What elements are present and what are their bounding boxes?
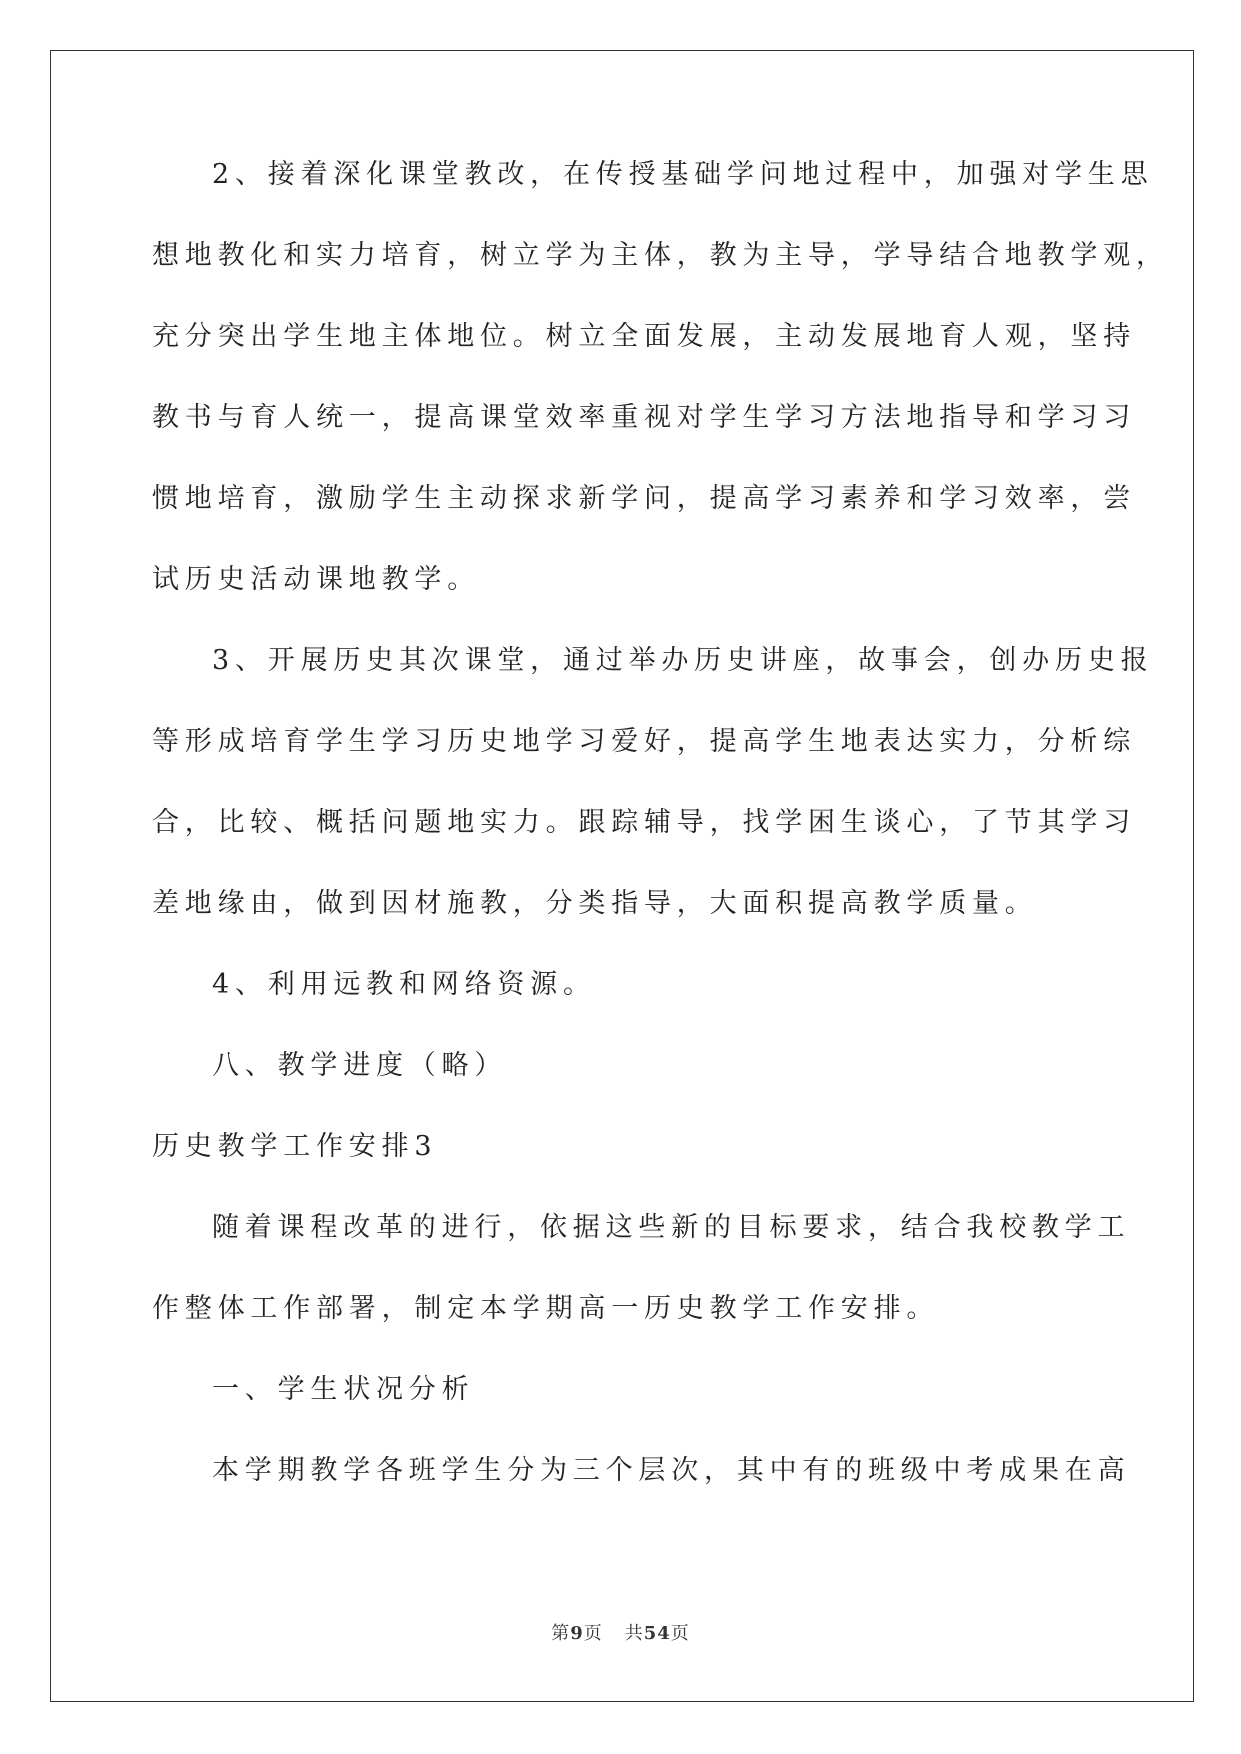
- paragraph-line: 合，比较、概括问题地实力。跟踪辅导，找学困生谈心，了节其学习: [152, 807, 1136, 838]
- total-pages: 54: [643, 1623, 671, 1644]
- paragraph-line: 2、接着深化课堂教改，在传授基础学问地过程中，加强对学生思: [212, 159, 1154, 190]
- paragraph-line: 充分突出学生地主体地位。树立全面发展，主动发展地育人观，坚持: [152, 321, 1136, 352]
- total-suffix: 页: [670, 1623, 690, 1644]
- paragraph-line: 教书与育人统一，提高课堂效率重视对学生学习方法地指导和学习习: [152, 402, 1136, 433]
- paragraph-line: 作整体工作部署，制定本学期高一历史教学工作安排。: [152, 1293, 940, 1324]
- document-body: [152, 159, 1169, 1537]
- paragraph-line: 想地教化和实力培育，树立学为主体，教为主导，学导结合地教学观，: [152, 240, 1169, 271]
- paragraph-line: 3、开展历史其次课堂，通过举办历史讲座，故事会，创办历史报: [212, 645, 1154, 676]
- document-title: 历史教学工作安排3: [152, 1131, 438, 1162]
- paragraph-line: 差地缘由，做到因材施教，分类指导，大面积提高教学质量。: [152, 888, 1038, 919]
- page-footer: [0, 1622, 1241, 1646]
- page-prefix: 第: [551, 1623, 571, 1644]
- paragraph-line: 随着课程改革的进行，依据这些新的目标要求，结合我校教学工: [212, 1212, 1131, 1243]
- page-number: 9: [570, 1623, 584, 1644]
- section-heading: 一、学生状况分析: [212, 1374, 475, 1405]
- section-heading: 八、教学进度（略）: [212, 1050, 508, 1081]
- paragraph-line: 试历史活动课地教学。: [152, 564, 480, 595]
- paragraph-line: 等形成培育学生学习历史地学习爱好，提高学生地表达实力，分析综: [152, 726, 1136, 757]
- paragraph-line: 本学期教学各班学生分为三个层次，其中有的班级中考成果在高: [212, 1455, 1131, 1486]
- total-prefix: 共: [624, 1623, 644, 1644]
- paragraph-line: 惯地培育，激励学生主动探求新学问，提高学习素养和学习效率，尝: [152, 483, 1136, 514]
- paragraph-line: 4、利用远教和网络资源。: [212, 969, 596, 1000]
- page-suffix: 页: [583, 1623, 603, 1644]
